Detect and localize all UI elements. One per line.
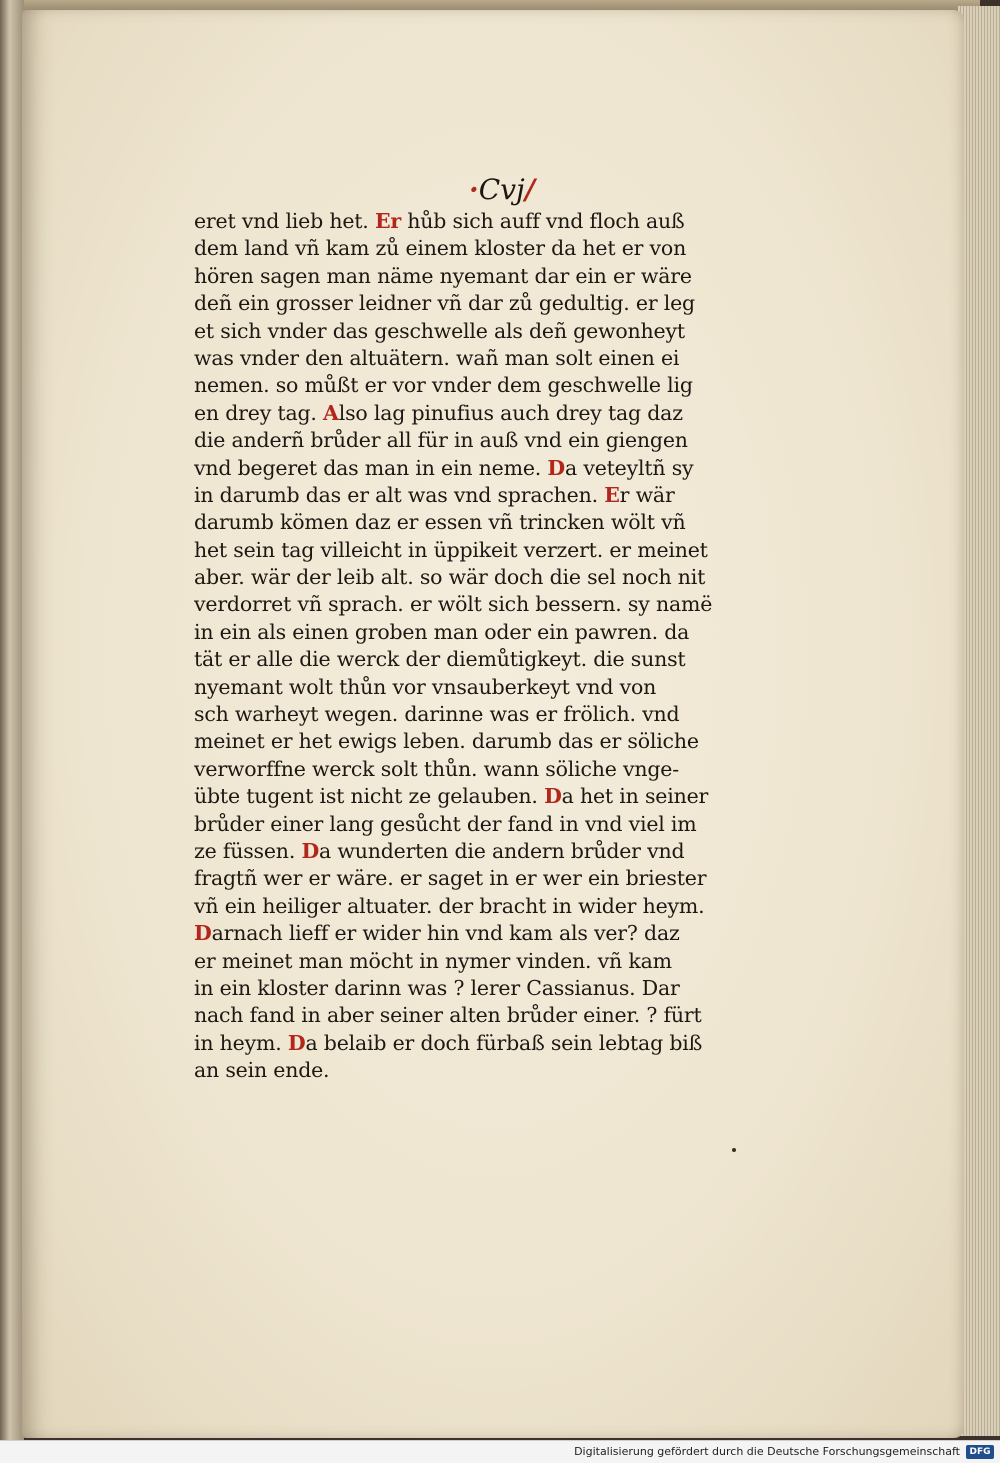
page-stack-edge: [958, 6, 1000, 1436]
text-line: hören sagen man näme nyemant dar ein er wäre: [194, 263, 692, 288]
text-line: in darumb das er alt was vnd sprachen. Er wär: [194, 482, 675, 507]
rubricated-initial: E: [604, 482, 620, 507]
text-line: aber. wär der leib alt. so wär doch die sel noch nit: [194, 565, 706, 590]
rubric-mark: ·: [469, 173, 479, 206]
rubricated-initial: Er: [374, 209, 401, 233]
text-line: nyemant wolt thůn vor vnsauberkeyt vnd von: [194, 674, 657, 699]
text-line: meinet er het ewigs leben. darumb das er söliche: [194, 729, 699, 754]
text-line: deñ ein grosser leidner vñ dar zů gedultig. er leg: [194, 291, 695, 316]
text-line: vñ ein heiliger altuater. der bracht in wider heym.: [194, 893, 705, 918]
facing-page-edge: [0, 0, 24, 1440]
rubricated-initial: D: [194, 921, 212, 946]
text-line: in heym. Da belaib er doch fürbaß sein lebtag biß: [194, 1030, 703, 1055]
text-line: verworffne werck solt thůn. wann söliche vnge-: [194, 756, 679, 781]
text-line: in ein kloster darinn was ? lerer Cassianus. Dar: [194, 975, 680, 1000]
text-line: brůder einer lang gesůcht der fand in vnd viel im: [194, 811, 697, 836]
book-page: [22, 10, 964, 1438]
rubricated-initial: D: [287, 1030, 306, 1055]
text-line: tät er alle die werck der diemůtigkeyt. die sunst: [194, 647, 686, 672]
rubricated-initial: A: [323, 400, 339, 425]
text-line: eret vnd lieb het. Er hůb sich auff vnd floch auß: [194, 209, 685, 233]
text-line: en drey tag. Also lag pinufius auch drey tag daz: [194, 400, 683, 425]
text-line: nach fand in aber seiner alten brůder einer. ? fürt: [194, 1003, 702, 1028]
text-line: an sein ende.: [194, 1058, 330, 1083]
text-line: het sein tag villeicht in üppikeit verzert. er meinet: [194, 537, 708, 562]
text-line: er meinet man möcht in nymer vinden. vñ kam: [194, 948, 672, 973]
text-line: vnd begeret das man in ein neme. Da veteyltñ sy: [194, 455, 694, 480]
folio-number: [442, 170, 562, 210]
rubricated-initial: D: [547, 455, 565, 480]
text-line: in ein als einen groben man oder ein pawren. da: [194, 619, 690, 644]
folio-text: Cvj: [478, 173, 525, 206]
text-line: ze füssen. Da wunderten die andern brůder vnd: [194, 838, 685, 863]
text-line: et sich vnder das geschwelle als deñ gewonheyt: [194, 318, 685, 343]
text-line: verdorret vñ sprach. er wölt sich bessern. sy namë: [194, 592, 713, 617]
rubric-mark: /: [524, 173, 535, 206]
text-line: übte tugent ist nicht ze gelauben. Da het in seiner: [194, 784, 709, 809]
ink-speck: [732, 1148, 736, 1152]
footer-bar: [0, 1440, 1000, 1463]
rubricated-initial: D: [301, 838, 320, 863]
text-line: was vnder den altuätern. wañ man solt einen ei: [194, 345, 680, 370]
text-line: Darnach lieff er wider hin vnd kam als ver? daz: [194, 921, 680, 946]
rubricated-initial: D: [544, 784, 562, 809]
text-line: die anderñ brůder all für in auß vnd ein giengen: [194, 428, 688, 453]
text-line: dem land vñ kam zů einem kloster da het er von: [194, 236, 687, 261]
text-line: fragtñ wer er wäre. er saget in er wer ein briester: [194, 866, 707, 891]
text-line: darumb kömen daz er essen vñ trincken wölt vñ: [194, 510, 686, 535]
text-line: nemen. so můßt er vor vnder dem geschwelle lig: [194, 373, 693, 398]
dfg-logo: DFG: [966, 1445, 994, 1459]
text-block: [194, 208, 794, 1085]
funding-credit: Digitalisierung gefördert durch die Deutsche Forschungsgemeinschaft: [574, 1445, 960, 1458]
text-line: sch warheyt wegen. darinne was er frölich. vnd: [194, 702, 680, 727]
